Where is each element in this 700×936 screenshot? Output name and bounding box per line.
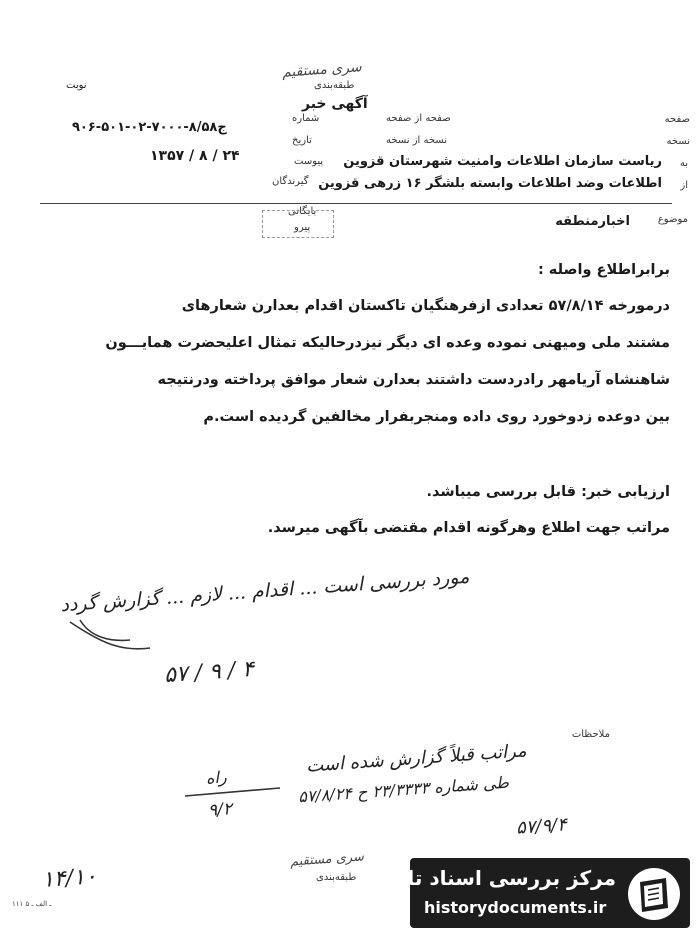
- noskhe-range: نسخه از نسخه: [386, 135, 448, 146]
- az-value: اطلاعات وضد اطلاعات وابسته بلشگر ۱۶ زرهی قزوین: [318, 176, 662, 191]
- noskhe-label: نسخه: [666, 136, 690, 147]
- handwritten-initial: راه: [205, 767, 228, 788]
- classification-stamp-bottom: سری مستقیم: [289, 849, 365, 870]
- tarikh-value: ۱۳۵۷ / ۸ / ۲۴: [150, 148, 240, 164]
- archive-folder-icon: [626, 866, 682, 922]
- mozu-label: موضوع: [657, 214, 688, 225]
- handwritten-note-2a: مراتب قبلاً گزارش شده است: [305, 740, 528, 777]
- bayegani-label: بایگانی: [288, 206, 317, 217]
- body-line-4: بین دوعده زدوخورد روی داده ومنجربفرار مخالفین گردیده است.م: [203, 409, 670, 425]
- handwriting-scribble-icon: [60, 612, 280, 662]
- underline-stroke-icon: [180, 782, 290, 802]
- tarikh-label: تاریخ: [292, 135, 312, 146]
- closing-line: مراتب جهت اطلاع وهرگونه اقدام مقتضی بآگهی میرسد.: [267, 520, 670, 536]
- safhe-label: صفحه: [664, 114, 690, 125]
- watermark-logo: [353, 858, 690, 928]
- peyvast-label: پیوست: [294, 156, 324, 167]
- classification-stamp-top: سری مستقیم: [281, 59, 363, 81]
- form-code: ۱۱۱ ـ الف ـ ۵: [12, 900, 52, 908]
- body-line-1: درمورخه ۵۷/۸/۱۴ تعدادی ازفرهنگیان تاکستان اقدام بعدارن شعارهای: [181, 298, 670, 314]
- document-title: آگهی خبر: [302, 96, 368, 112]
- body-line-3: شاهنشاه آریامهر رادردست داشتند بعدارن شعار موافق پرداخته ودرنتیجه: [157, 372, 670, 388]
- peyro-label: پیرو: [294, 222, 311, 233]
- logo-text-en: historydocuments.ir: [424, 898, 607, 917]
- bayegani-box: [262, 210, 334, 238]
- handwritten-note-date: ۵۷ / ۹ / ۴: [163, 656, 255, 689]
- handwritten-margin-mark: ۹/۲: [207, 799, 233, 821]
- handwritten-left-number: ۱۴/۱۰: [41, 864, 98, 893]
- logo-text-fa: مرکز بررسی اسناد تاریخی: [353, 866, 616, 890]
- be-value: ریاست سازمان اطلاعات وامنیت شهرستان قزوین: [343, 154, 662, 169]
- header-divider: [40, 203, 672, 204]
- shomare-value: ۹۰۶-۵۰۱-۰۲-۷۰۰۰-ج۸/۵۸: [72, 120, 227, 135]
- evaluation-line: ارزیابی خبر: قابل بررسی میباشد.: [426, 484, 670, 500]
- az-label: از: [680, 180, 688, 191]
- handwritten-note-1: مورد بررسی است ... اقدام ... لازم ... گزارش گردد: [59, 565, 470, 617]
- safhe-range: صفحه از صفحه: [386, 113, 451, 124]
- handwritten-date-bottom: ۵۷/۹/۴: [515, 814, 568, 839]
- notes-label: ملاحظات: [571, 729, 610, 740]
- girandegan-label: گیرندگان: [272, 176, 309, 187]
- salutation: برابراطلاع واصله :: [537, 262, 670, 278]
- body-line-2: مشتند ملی ومیهنی نموده وعده ای دیگر نیزدرحالیکه تمثال اعلیحضرت همایـــون: [105, 335, 670, 351]
- be-label: به: [679, 158, 688, 169]
- mozu-value: اخبارمنطقه: [555, 214, 630, 229]
- nobat-label: نوبت: [66, 80, 87, 91]
- handwritten-note-2b: طی شماره ۲۳/۳۳۳۳ ح ۵۷/۸/۲۴: [297, 772, 510, 807]
- shomare-label: شماره: [292, 113, 320, 124]
- classification-label-top: طبقه‌بندی: [314, 80, 355, 91]
- classification-label-bottom: طبقه‌بندی: [316, 872, 357, 883]
